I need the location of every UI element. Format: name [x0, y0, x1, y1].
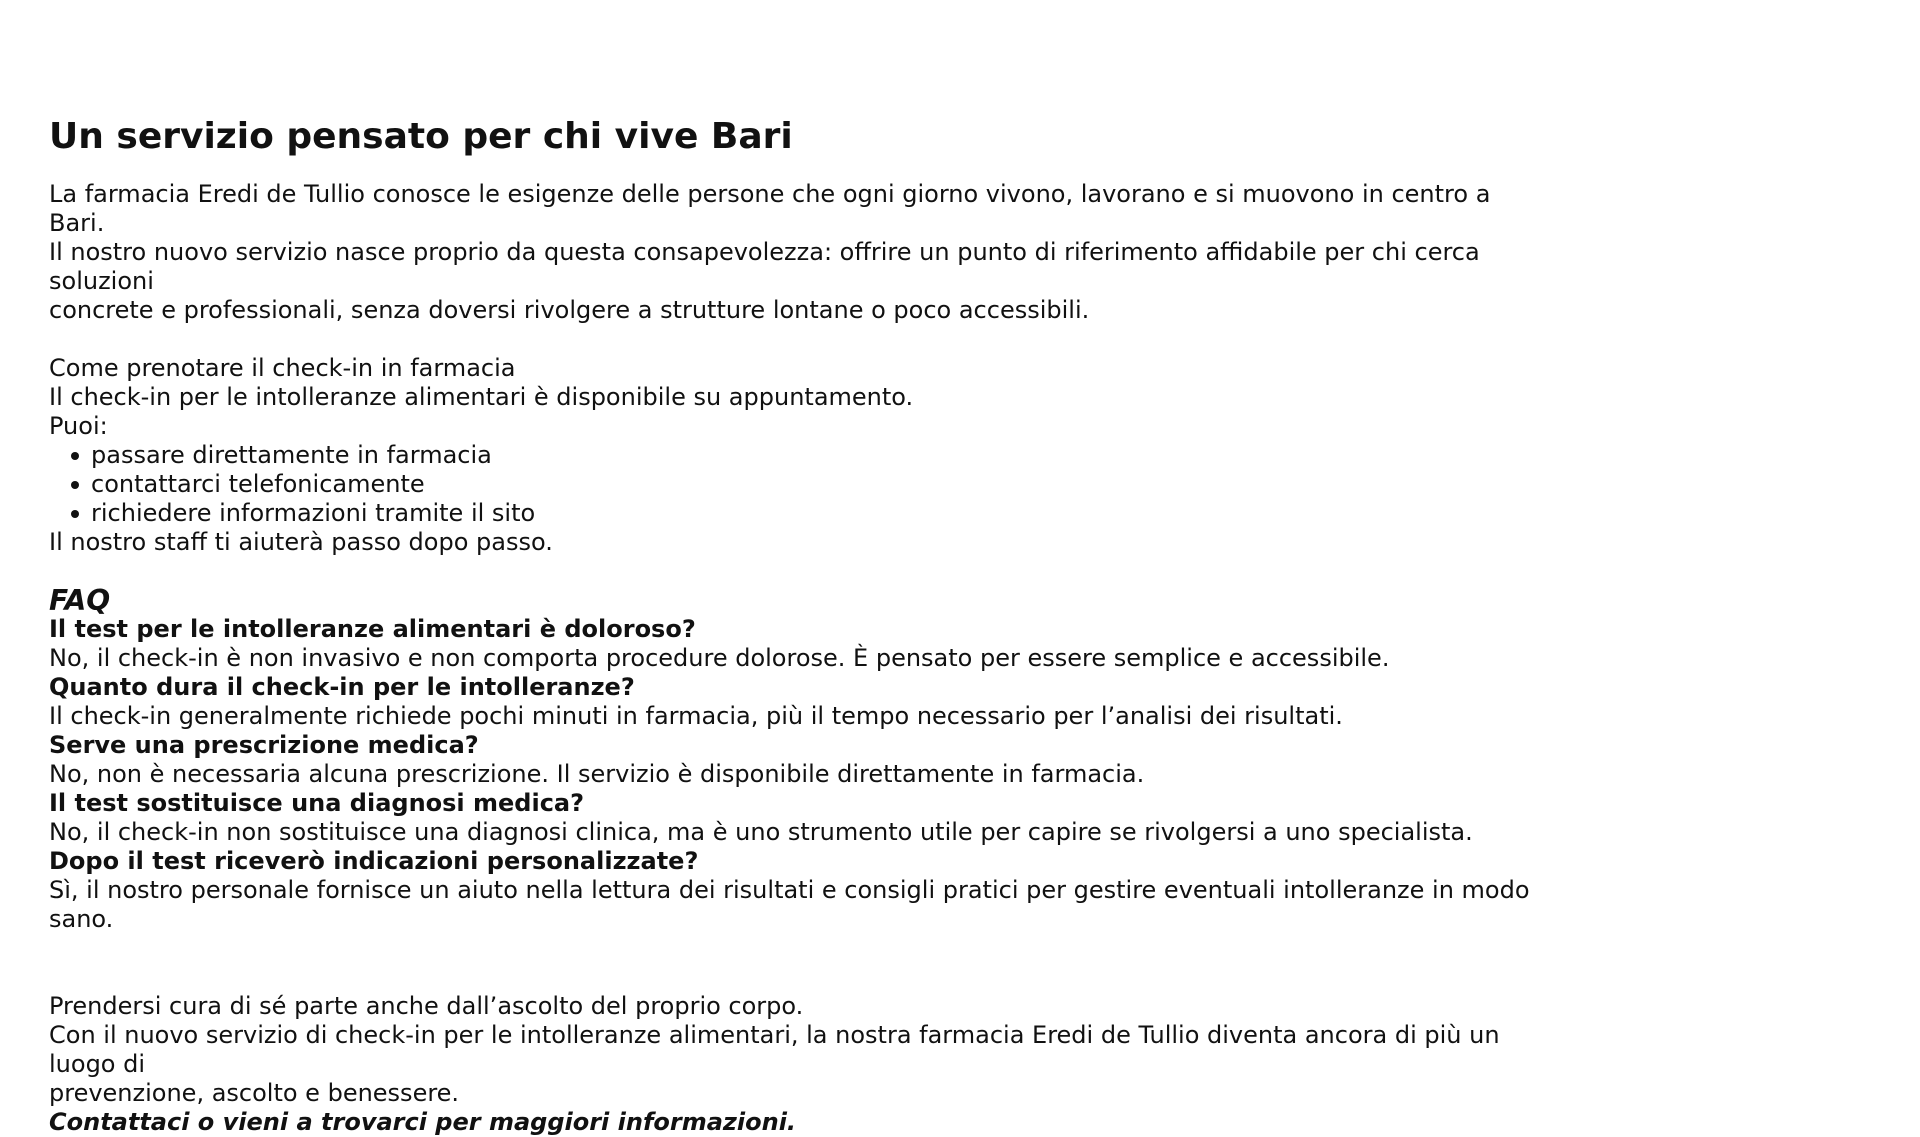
spacer	[49, 934, 1549, 992]
bullet-icon	[71, 452, 79, 460]
booking-options-list	[49, 441, 1549, 528]
faq-question: Il test sostituisce una diagnosi medica?	[49, 789, 585, 817]
faq-answer: No, non è necessaria alcuna prescrizione. Il servizio è disponibile direttamente in farmacia.	[49, 760, 1145, 788]
intro-paragraph-line: Il nostro nuovo servizio nasce proprio da questa consapevolezza: offrire un punto di riferimento affidabile per chi cerca soluzioni	[49, 238, 1480, 295]
list-item-text: passare direttamente in farmacia	[91, 441, 492, 469]
intro-paragraph-line: concrete e professionali, senza doversi rivolgere a strutture lontane o poco accessibili.	[49, 296, 1090, 324]
bullet-icon	[71, 481, 79, 489]
booking-options-intro: Puoi:	[49, 412, 108, 440]
booking-closing: Il nostro staff ti aiuterà passo dopo passo.	[49, 528, 553, 556]
article-body	[49, 116, 1549, 1137]
booking-title: Come prenotare il check-in in farmacia	[49, 354, 516, 382]
list-item	[49, 499, 1549, 528]
outro-line: prevenzione, ascolto e benessere.	[49, 1079, 460, 1107]
faq-question: Quanto dura il check-in per le intolleranze?	[49, 673, 635, 701]
list-item	[49, 470, 1549, 499]
faq-question: Serve una prescrizione medica?	[49, 731, 479, 759]
faq-title: FAQ	[49, 584, 111, 617]
bullet-icon	[71, 510, 79, 518]
intro-paragraph-line: La farmacia Eredi de Tullio conosce le esigenze delle persone che ogni giorno vivono, lavorano e si muovono in centro a Bari.	[49, 180, 1491, 237]
faq-answer: Il check-in generalmente richiede pochi minuti in farmacia, più il tempo necessario per l’analisi dei risultati.	[49, 702, 1343, 730]
outro-line: Con il nuovo servizio di check-in per le intolleranze alimentari, la nostra farmacia Eredi de Tullio diventa ancora di più un luogo di	[49, 1021, 1500, 1078]
list-item-text: contattarci telefonicamente	[91, 470, 425, 498]
outro-line: Prendersi cura di sé parte anche dall’ascolto del proprio corpo.	[49, 992, 804, 1020]
faq-question: Dopo il test riceverò indicazioni personalizzate?	[49, 847, 699, 875]
spacer	[49, 557, 1549, 586]
booking-text: Il check-in per le intolleranze alimentari è disponibile su appuntamento.	[49, 383, 914, 411]
spacer	[49, 325, 1549, 354]
list-item-text: richiedere informazioni tramite il sito	[91, 499, 536, 527]
faq-question: Il test per le intolleranze alimentari è doloroso?	[49, 615, 696, 643]
intro-heading: Un servizio pensato per chi vive Bari	[49, 116, 793, 157]
faq-answer: Sì, il nostro personale fornisce un aiuto nella lettura dei risultati e consigli pratici per gestire eventuali intolleranze in modo sano.	[49, 876, 1530, 933]
faq-answer: No, il check-in non sostituisce una diagnosi clinica, ma è uno strumento utile per capire se rivolgersi a uno specialista.	[49, 818, 1473, 846]
faq-answer: No, il check-in è non invasivo e non comporta procedure dolorose. È pensato per essere semplice e accessibile.	[49, 644, 1390, 672]
contact-cta: Contattaci o vieni a trovarci per maggiori informazioni.	[49, 1108, 797, 1136]
list-item	[49, 441, 1549, 470]
